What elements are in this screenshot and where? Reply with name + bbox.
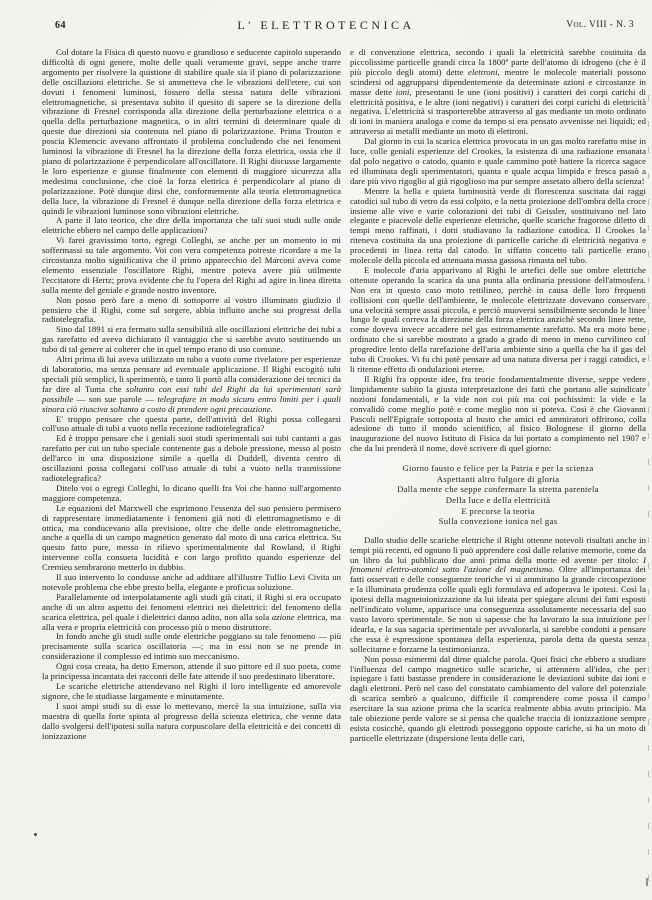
- paragraph: Altri prima di lui aveva utilizzato un tubo a vuoto come rivelatore per esperienze di laboratorio, ma senza pensare ad eventuale applicazione. Il Righi escogitò tubi speciali più semplici, li sperimentò, e tanto li portò alla considerazione dei tecnici da far dire al Tuma che soltanto con essi tubi del Righi da lui sperimentati sarà possibile — son sue parole — telegrafare in modo sicuro entro limiti per i quali sinora ciò riusciva soltanto a costo di prendere ogni precauzione.: [42, 354, 341, 414]
- verse-line: Giorno fausto e felice per la Patria e per la scienza: [402, 463, 594, 474]
- paragraph: Vi farei gravissimo torto, egregi Colleghi, se anche per un momento io mi soffermassi su tale argomento. Voi con vera competenza potreste ricordare a me la circostanza molto significativa che il primo apparecchio del Marconi aveva come elemento essenziale l'oscillatore Righi, mentre poteva avere più utilmente l'eccitatore di Hertz; prova evidente che fu l'opera del Righi ad agire in linea diretta sulla mente del geniale e grande nostro inventore.: [42, 235, 341, 295]
- paragraph: In fondo anche gli studi sulle onde elettriche poggiano su tale fenomeno — più precisamente sulla scarica oscillatoria —; ma in essi non se ne prende in considerazione il complesso ed intimo suo meccanismo.: [42, 631, 341, 662]
- verse-line: E precorse la teoria: [461, 505, 535, 516]
- paragraph: Parallelamente od interpolatamente agli studi già citati, il Righi si era occupato anche di un altro aspetto dei fenomeni elettrici nei dielettrici: del fenomeno della scarica elettrica, pel quale i dielettrici danno adito, non alla sola azione elettrica, ma alla vera e propria elettricità con processo più o meno distruttore.: [42, 591, 341, 632]
- verse-line: Della luce e della elettricità: [445, 494, 551, 505]
- paragraph: I suoi ampi studi su di esse lo mettevano, mercè la sua intuizione, sulla via maestra di quella forte spinta al progresso della scienza elettrica, che venne data dallo svolgersi dell'ipotesi sulla natura corpuscolare della elettricità e dei concetti di ionizzazione: [42, 700, 341, 741]
- corner-speck-artifact: [646, 878, 648, 886]
- paragraph: Dal giorno in cui la scarica elettrica provocata in un gas molto rarefatto mise in luce, colle geniali esperienze del Crookes, la esistenza di una radiazione emanata dal polo negativo o catodo, quanto e quale cammino potè battere la ricerca sagace ed illuminata degli sperimentatori, quanta e quale acqua limpida e fresca passò a dare più vivo rigoglio al già rigoglioso ma pur sempre assetato albero della scienza!: [350, 136, 646, 186]
- paragraph: Non posso esimermi dal dirne qualche parola. Quei fisici che ebbero a studiare l'influenza del campo magnetico sulle scariche, si attennero all'idea, che per ispiegare i fatti bastasse prendere in considerazione le deviazioni subite dai ioni e dagli elettroni. Però nel caso del constatato cambiamento del valore del potenziale di scarica sembrò a qualcuno, difficile il comprendere come possa il campo esercitare la sua azione prima che la scarica realmente abbia avuto principio. Ma tale obiezione perde valore se si pensa che qualche traccia di ionizzazione sempre esista cosicchè, quando gli elettrodi posseggono opposte cariche, si ha un moto di particelle elettrizzate (dispersione lenta delle cari,: [350, 653, 646, 743]
- paragraph: E molecole d'aria apparivano al Righi le artefici delle sue ombre elettriche ottenute operando la scarica da una punta alla ordinaria pressione dell'atmosfera. Non era in questo caso moto rettilineo, perchè in causa delle loro frequenti collisioni con quelle dell'ambiente, le molecole elettrizzate dovevano conservare una velocità sempre assai piccola, e perciò muoversi sensibilmente secondo le linee lungo le quali correva la direzione della forza elettrica anzichè secondo linee rette, come doveva invece accadere nel gas estremamente rarefatto. Ma era moto bene ordinato che si sarebbe mostrato a grado a grado di meno in meno curvilineo col progredire lento della rarefazione dell'aria ambiente sino a quella che ha il gas del tubo di Crookes. Vi fu chi potè pensare ad una natura diversa per i raggi catodici, e li ritenne effetto di ondulazioni eteree.: [350, 264, 646, 374]
- verse-line: Dalla mente che seppe confermare la stretta parentela: [397, 484, 599, 495]
- margin-dot-artifact: [34, 833, 37, 836]
- volume-issue-label: Vol. VIII - N. 3: [566, 20, 634, 30]
- scan-edge-artifact: [648, 95, 649, 887]
- paragraph: Ed è troppo pensare che i geniali suoi studi sperimentali sui tubi cantanti a gas rarefatto per cui un tubo speciale contenente gas a debole pressione, messo al posto dell'arco in una disposizione simile a quella di Duddell, diventa centro di oscillazioni possa collegarsi coll'uso attuale di tubi a vuoto nella trasmissione radiotelegrafica?: [42, 433, 341, 483]
- page-number: 64: [55, 20, 66, 31]
- journal-title: L' ELETTROTECNICA: [237, 18, 415, 32]
- paragraph: Non posso però fare a meno di sottoporre al vostro illuminato giudizio il pensiero che il Righi, come sul sorgere, abbia influito anche sui progressi della radiotelegrafia.: [42, 294, 341, 325]
- paragraph: E' troppo pensare che questa parte, dell'attività del Righi possa collegarsi coll'uso attuale di tubi a vuoto nella recezione radiotelegrafica?: [42, 413, 341, 434]
- paragraph: Le scariche elettriche attendevano nel Righi il loro intelligente ed amorevole signore, che le studiasse largamente e minutamente.: [42, 681, 341, 701]
- left-column: [42, 48, 341, 876]
- paragraph: A parte il lato teorico, che dire della importanza che tali suoi studi sulle onde elettriche ebbero nel campo delle applicazioni?: [42, 215, 341, 236]
- paragraph: Sino dal 1891 si era fermato sulla sensibilità alle oscillazioni elettriche dei tubi a gas rarefatto ed aveva dichiarato il vantaggio che si sarebbe avuto sostituendo un tubo di tal genere ai coherer che in quel tempo erano di uso comune.: [42, 324, 341, 355]
- paragraph: e di convenzione elettrica, secondo i quali la elettricità sarebbe costituita da piccolissime particelle grandi circa la 1800ª parte dell'atomo di idrogeno (che è il più piccolo degli atomi) dette elettroni, mentre le molecole materiali possono scindersi od aggrupparsi dipendentemente da determinate azioni e circostanze in masse dette ioni, presentanti le une (ioni positivi) i caratteri dei corpi carichi di elettricità positiva, e le altre (ioni negativi) i caratteri dei corpi carichi di elettricità negativa. L'elettricità si trasporterebbe attraverso al gas mediante un moto ordinato di ioni in maniera analoga e come da tempo si era pensato avvenisse nei liquidi; ed attraverso ai metalli mediante un moto di elettroni.: [350, 48, 646, 137]
- paragraph: Col dotare la Fisica di questo nuovo e grandioso e seducente capitolo superando difficoltà di ogni genere, molte delle quali veramente gravi, seppe anche trarre argomento per risolvere la quistione di stabilire quale sia il piano di polarizzazione delle oscillazioni elettriche. Se si ammetteva che le vibrazioni dell'etere, cui son dovuti i fenomeni luminosi, fossero della stessa natura delle vibrazioni elettromagnetiche, si presentava subito il quesito di sapere se la direzione della vibrazione di Fresnel corrisponda alla direzione della perturbazione elettrica o a quella della perturbazione magnetica, o in altri termini di determinare quale di queste due direzioni sia contenuta nel piano di polarizzazione. Prima Trouton e poscia Klemencic avevano affrontato il problema concludendo che nei fenomeni luminosi la vibrazione di Fresnel ha la direzione della forza elettrica, ossia che il piano di polarizzazione è perpendicolare all'oscillatore. Il Righi discusse largamente le loro esperienze e giunse finalmente con elementi di maggiore sicurezza alla medesima conclusione, che cioè la forza elettrica è perpendicolare al piano di polarizzazione. Potè dunque dirsi che, conformemente alla teoria elettromagnetica della luce, la vibrazione di Fresnel è dunque nella direzione della forza elettrica e quindi le vibrazioni luminose sono vibrazioni elettriche.: [42, 48, 341, 216]
- paragraph: Il suo intervento lo condusse anche ad additare all'illustre Tullio Levi Civita un notevole problema che ebbe presto bella, elegante e proficua soluzione.: [42, 572, 341, 592]
- right-column: [350, 48, 646, 876]
- page-header: [0, 18, 652, 36]
- paragraph: Dallo studio delle scariche elettriche il Righi ottenne notevoli risultati anche in tempi più recenti, ed ognuno li può apprendere così dalle relative memorie, come da un libro da lui pubblicato due anni prima della morte ed avente per titolo: I fenomeni elettro-atomici sotto l'azione del magnetismo. Oltre all'importanza dei fatti osservati e delle conseguenze teoriche vi si ammirano la grande circospezione e la illuminata prudenza colle quali egli formulava ed adoperava le ipotesi. Così la ipotesi della magnetoionizzazione da lui ideata per spiegare alcuni dei fatti esposti nell'indicato volume, apparisce una conseguenza assolutamente necessaria del suo vasto lavoro sperimentale. Se non si sapesse che ha lavorato la sua intuizione per idearla, e la sua sagacia sperimentale per avvalorarla, si sarebbe condotti a pensare che essa è espressione spontanea della esperienza, parola detta da questa senza sollecitarne e forzarne la testimonianza.: [350, 534, 646, 654]
- paragraph: Ogni cosa creata, ha detto Emerson, attende il suo pittore ed il suo poeta, come la principessa incantata dei racconti delle fate attende il suo predestinato liberatore.: [42, 661, 341, 682]
- verse-line: Sulla convezione ionica nel gas: [438, 516, 558, 527]
- paragraph: Le equazioni del Marxwell che esprimono l'essenza del suo pensiero permisero di rappresentare immediatamente i fenomeni già noti di elettromagnetismo e di ottica, ma conducevano alla previsione, oltre che delle onde elettromagnetiche, anche a quella di un campo magnetico generato dal moto di una carica elettrica. Su questo fatto pure, messo in rilievo sperimentalmente dal Rowland, il Righi intervenne colla consueta lucidità e con largo profitto quando esperienze del Cremieu sembrarono metterlo in dubbio.: [42, 502, 341, 573]
- verse-block: [350, 463, 646, 527]
- paragraph: Il Righi fra opposte idee, fra teorie fondamentalmente diverse, seppe vedere limpidamente subito la giusta interpretazione dei fatti che portano alle suindicate nozioni fondamentali, e la vide non coi più ma coi pochissimi: la vide e la convalidò come meglio potè e come meglio non si poteva. Così è che Giovanni Pascoli nell'Epigrafe sottoposta al busto che amici ed ammiratori offrirono, colla adesione di tutto il mondo scientifico, al fisico Bolognese il giorno della inaugurazione del nuovo Istituto di Fisica da lui portato a compimento nel 1907 e che da lui prenderà il nome, dovè scrivere di quel giorno:: [350, 373, 646, 454]
- paragraph: Ditelo voi o egregi Colleghi, lo dicano quelli fra Voi che hanno sull'argomento maggiore competenza.: [42, 482, 341, 503]
- paragraph: Mentre la bella e quieta luminosità verde di florescenza suscitata dai raggi catodici sul tubo di vetro da essi colpito, e la netta proiezione dell'ombra della croce insieme alle vive e varie colorazioni dei tubi di Geissler, sostituivano nel lato elegante e piacevole delle esperienze elettriche, quelle scariche fragorose diletto di tempi meno raffinati, i dotti studiavano la radiazione catodica. Il Crookes la riteneva costituita da una proiezione di particelle cariche di elettricità negativa e procedenti in linea retta dal catodo. In siffatto concetto tali particelle erano molecole della piccola ed attenuata massa gassosa rimasta nel tubo.: [350, 185, 646, 266]
- verse-line: Aspettanti altro fulgore di gloria: [436, 473, 560, 484]
